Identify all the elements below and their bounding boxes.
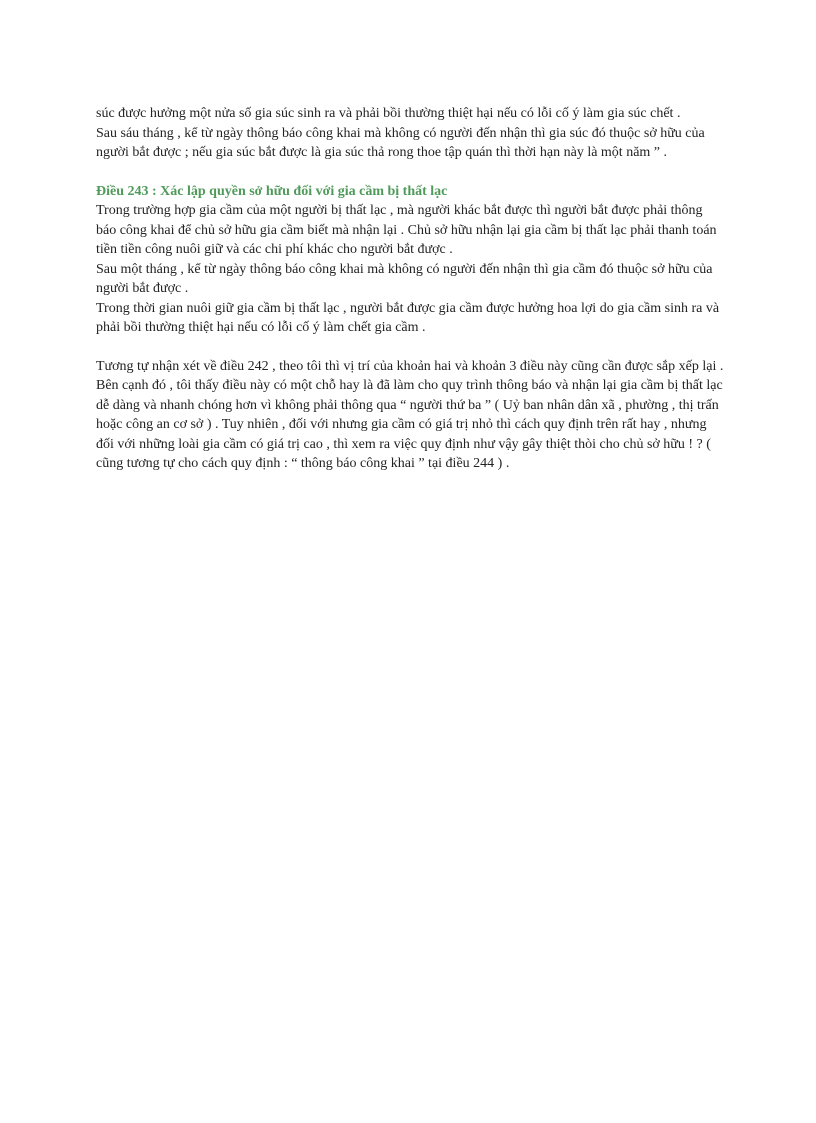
paragraph-spacer — [96, 338, 726, 357]
article-heading: Điều 243 : Xác lập quyền sở hữu đối với gia cầm bị thất lạc — [96, 183, 448, 199]
paragraph: súc được hưởng một nửa số gia súc sinh ra và phải bồi thường thiệt hại nếu có lỗi cố ý làm gia súc chết . — [96, 106, 681, 121]
paragraph: Trong trường hợp gia cầm của một người bị thất lạc , mà người khác bắt được thì người bắt được phải thông báo công khai để chủ sở hữu gia cầm biết mà nhận lại . Chủ sở hữu nhận lại gia cầm bị thất lạc phải thanh toán tiền tiền công nuôi giữ và các chi phí khác cho người bắt được . — [96, 203, 717, 257]
paragraph: Tương tự nhận xét về điều 242 , theo tôi thì vị trí của khoản hai và khoản 3 điều này cũng cần được sắp xếp lại . — [96, 358, 724, 374]
paragraph: Sau một tháng , kể từ ngày thông báo công khai mà không có người đến nhận thì gia cầm đó thuộc sở hữu của người bắt được . — [96, 261, 713, 296]
paragraph: Bên cạnh đó , tôi thấy điều này có một chỗ hay là đã làm cho quy trình thông báo và nhận lại gia cầm bị thất lạc dễ dàng và nhanh chóng hơn vì không phải thông qua “ người thứ ba ” ( Uỷ ban nhân dân xã , phường , thị trấn hoặc công an cơ sở ) . Tuy nhiên , đối với nhưng gia cầm có giá trị nhỏ thì cách quy định trên rất hay , nhưng đối với những loài gia cầm có giá trị cao , thì xem ra việc quy định như vậy gây thiệt thòi cho chủ sở hữu ! ? ( cũng tương tự cho cách quy định : “ thông báo công khai ” tại điều 244 ) . — [96, 378, 723, 471]
paragraph: Sau sáu tháng , kể từ ngày thông báo công khai mà không có người đến nhận thì gia súc đó thuộc sở hữu của người bắt được ; nếu gia súc bắt được là gia súc thả rong thoe tập quán thì thời hạn này là một năm ” . — [96, 125, 705, 160]
document-body — [96, 104, 726, 474]
paragraph: Trong thời gian nuôi giữ gia cầm bị thất lạc , người bắt được gia cầm được hưởng hoa lợi do gia cầm sinh ra và phải bồi thường thiệt hại nếu có lỗi cố ý làm chết gia cầm . — [96, 300, 720, 335]
